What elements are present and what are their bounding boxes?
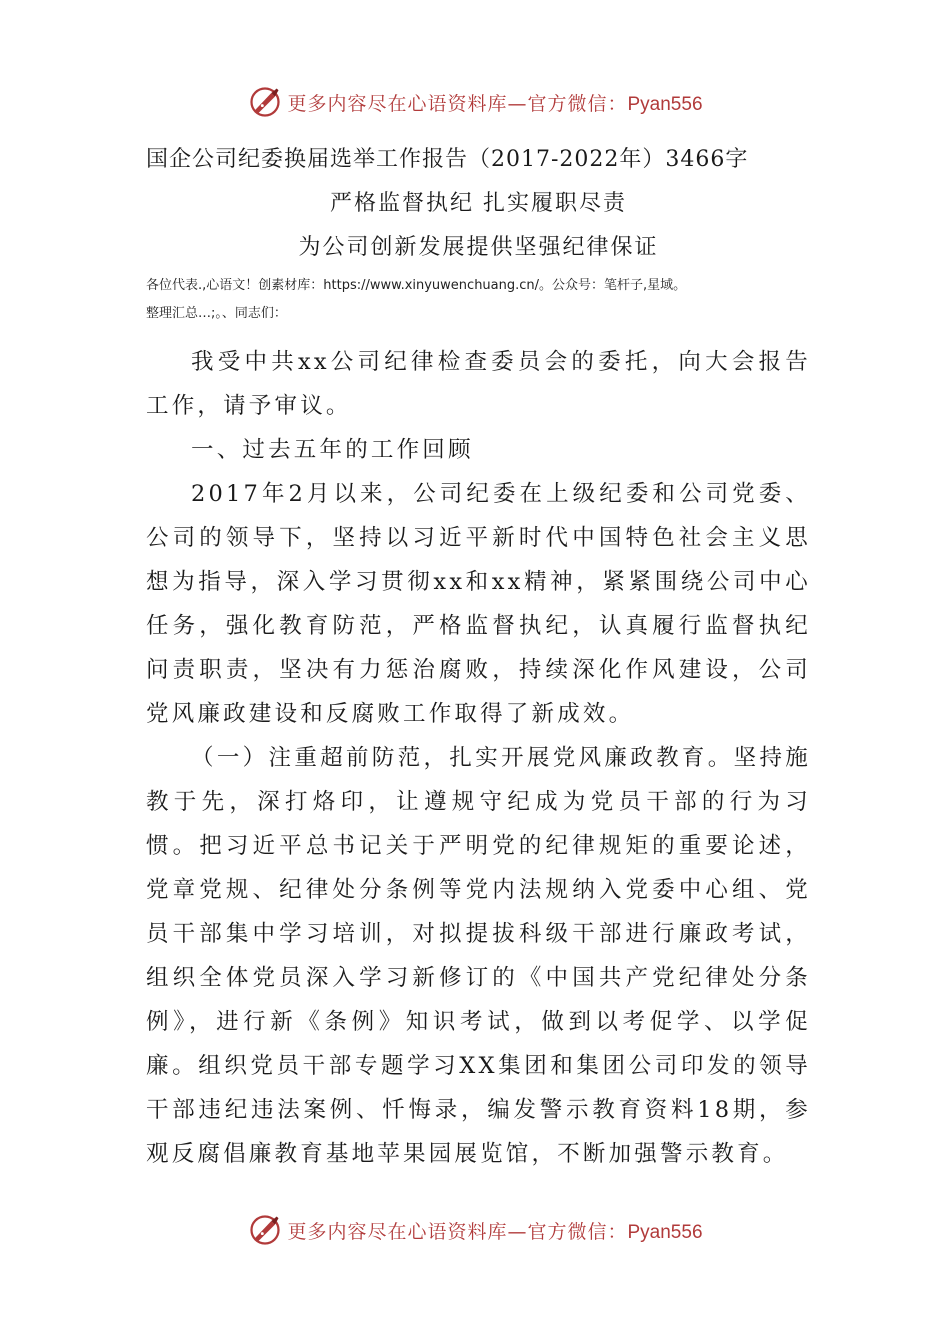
meta-line-2: 整理汇总…;。、同志们： [146,306,287,321]
pen-nib-logo-icon [247,1212,283,1248]
paragraph: 2017年2月以来，公司纪委在上级纪委和公司党委、公司的领导下，坚持以习近平新时代中国特色社会主义思想为指导，深入学习贯彻xx和xx精神，紧紧围绕公司中心任务，强化教育防范，严格监督执纪，认真履行监督执纪问责职责，坚决有力惩治腐败，持续深化作风建设，公司党风廉政建设和反腐败工作取得了新成效。 [146,481,811,727]
paragraph: （一）注重超前防范，扎实开展党风廉政教育。坚持施教于先，深打烙印，让遵规守纪成为党员干部的行为习惯。把习近平总书记关于严明党的纪律规矩的重要论述，党章党规、纪律处分条例等党内法规纳入党委中心组、党员干部集中学习培训，对拟提拔科级干部进行廉政考试，组织全体党员深入学习新修订的《中国共产党纪律处分条例》，进行新《条例》知识考试，做到以考促学、以学促廉。组织党员干部专题学习XX集团和集团公司印发的领导干部违纪违法案例、忏悔录，编发警示教育资料18期，参观反腐倡廉教育基地苹果园展览馆，不断加强警示教育。 [146,745,811,1167]
document-body [146,140,811,1176]
footer-banner [0,1210,950,1250]
section-heading: 一、过去五年的工作回顾 [191,437,474,463]
document-title: 国企公司纪委换届选举工作报告（2017-2022年）3466字 [146,147,749,172]
document-subtitle-2: 为公司创新发展提供坚强纪律保证 [298,235,659,260]
paragraph: 我受中共xx公司纪律检查委员会的委托，向大会报告工作，请予审议。 [146,349,811,419]
meta-line-1: 各位代表.,心语文！创素材库：https://www.xinyuwenchuang.cn/。公众号：笔杆子,星域。 [146,278,687,293]
header-banner [0,82,950,122]
banner-text: 更多内容尽在心语资料库—官方微信：Pyan556 [287,92,703,115]
wechat-id: Pyan556 [627,93,703,115]
banner-text: 更多内容尽在心语资料库—官方微信：Pyan556 [287,1220,703,1243]
pen-nib-logo-icon [247,84,283,120]
document-subtitle-1: 严格监督执纪 扎实履职尽责 [330,191,627,216]
wechat-id: Pyan556 [627,1221,703,1243]
